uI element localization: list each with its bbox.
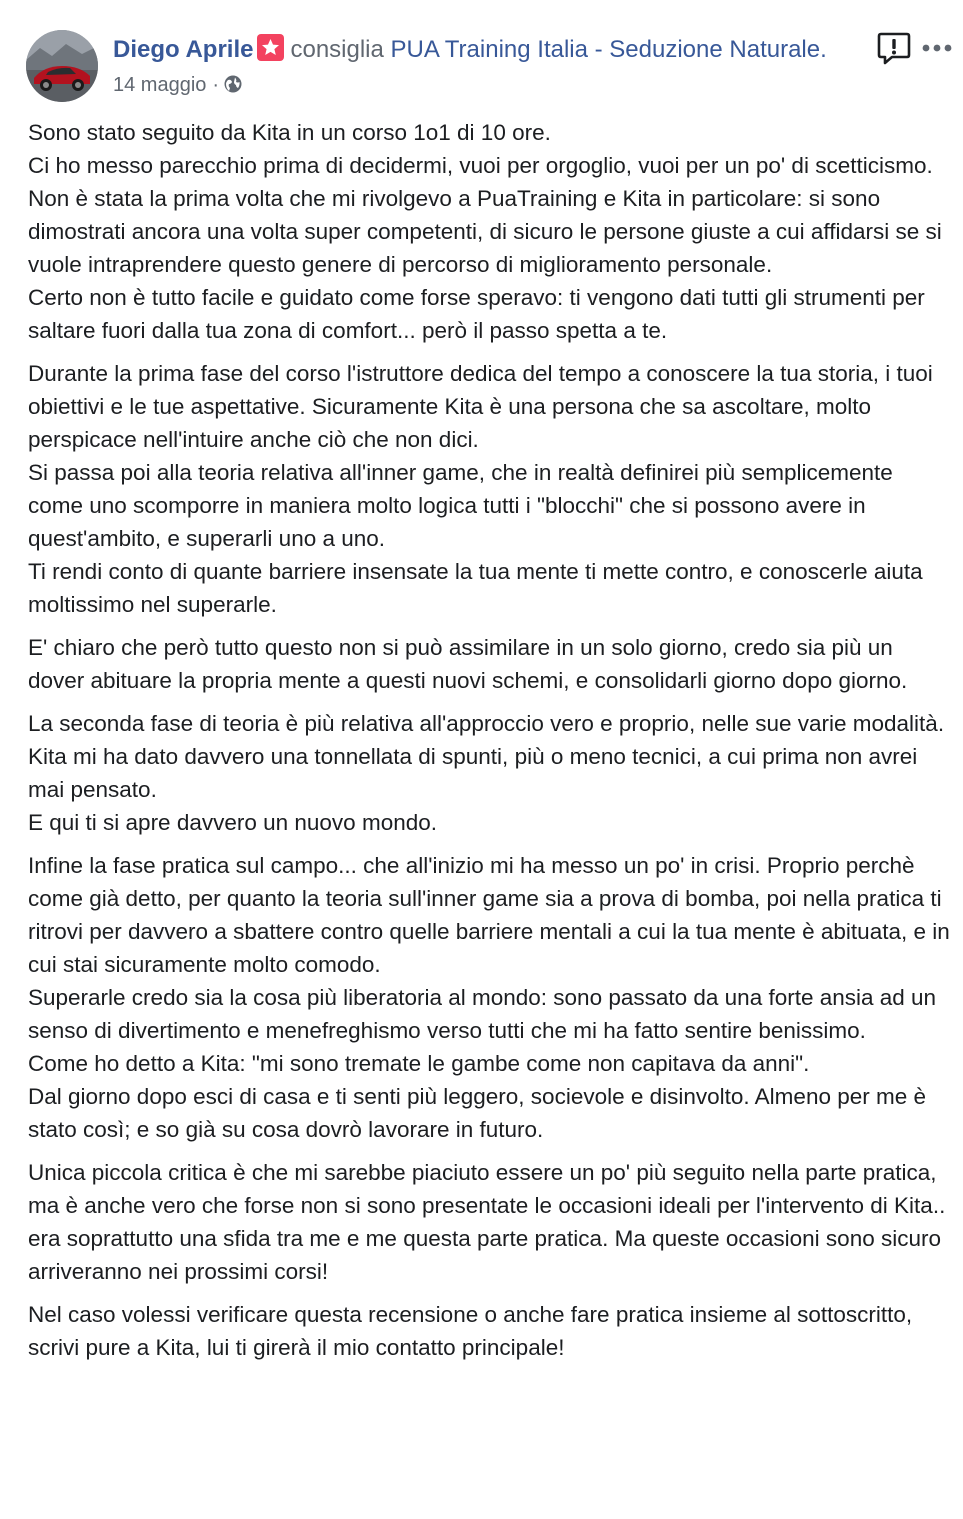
recommendation-verb: consiglia: [290, 36, 384, 63]
sports-car-avatar-icon: [26, 30, 98, 102]
avatar[interactable]: [26, 30, 98, 102]
post-paragraph: Infine la fase pratica sul campo... che all'inizio mi ha messo un po' in crisi. Proprio perchè come già detto, per quanto la teoria sull'inner game sia a prova di bomba, poi nella pratica ti ritrovi per davvero a sbattere contro quelle barriere mentali a cui la tua mente è abituata, e in cui stai sicuramente molto comodo. Superarle credo sia la cosa più liberatoria al mondo: sono passato da una forte ansia ad un senso di divertimento e menefreghismo verso tutti che mi ha fatto sentire benissimo. Come ho detto a Kita: "mi sono tremate le gambe come non capitava da anni". Dal giorno dopo esci di casa e ti senti più leggero, socievole e disinvolto. Almeno per me è stato così; e so già su cosa dovrò lavorare in futuro.: [28, 853, 950, 1142]
author-name[interactable]: Diego Aprile: [113, 36, 254, 63]
post-header: [0, 0, 963, 110]
post-paragraph: E' chiaro che però tutto questo non si può assimilare in un solo giorno, credo sia più un dover abituare la propria mente a questi nuovi schemi, e consolidarli giorno dopo giorno.: [28, 635, 908, 693]
globe-icon[interactable]: [223, 74, 243, 101]
post-body: [28, 116, 953, 1374]
post-meta: [113, 72, 243, 101]
report-icon[interactable]: [876, 30, 912, 66]
post-paragraph: Nel caso volessi verificare questa recensione o anche fare pratica insieme al sottoscritto, scrivi pure a Kita, lui ti girerà il mio contatto principale!: [28, 1302, 913, 1360]
post-paragraph: La seconda fase di teoria è più relativa all'approccio vero e proprio, nelle sue varie modalità. Kita mi ha dato davvero una tonnellata di spunti, più o meno tecnici, a cui prima non avrei mai pensato. E qui ti si apre davvero un nuovo mondo.: [28, 711, 945, 835]
meta-separator: ·: [212, 74, 220, 96]
recommended-page-link[interactable]: PUA Training Italia - Seduzione Naturale.: [390, 36, 827, 63]
more-options-icon[interactable]: [920, 36, 954, 60]
post-title-line: [113, 34, 827, 66]
post-date[interactable]: 14 maggio: [113, 74, 207, 96]
post-paragraph: Unica piccola critica è che mi sarebbe piaciuto essere un po' più seguito nella parte pratica, ma è anche vero che forse non si sono presentate le occasioni ideali per l'intervento di Kita.. era soprattutto una sfida tra me e me questa parte pratica. Ma queste occasioni sono sicuro arriveranno nei prossimi corsi!: [28, 1160, 946, 1284]
post-paragraph: Sono stato seguito da Kita in un corso 1o1 di 10 ore. Ci ho messo parecchio prima di decidermi, vuoi per orgoglio, vuoi per un po' di scetticismo. Non è stata la prima volta che mi rivolgevo a PuaTraining e Kita in particolare: si sono dimostrati ancora una volta super competenti, di sicuro le persone giuste a cui affidarsi se si vuole intraprendere questo genere di percorso di miglioramento personale. Certo non è tutto facile e guidato come forse speravo: ti vengono dati tutti gli strumenti per saltare fuori dalla tua zona di comfort... però il passo spetta a te.: [28, 120, 942, 343]
post-paragraph: Durante la prima fase del corso l'istruttore dedica del tempo a conoscere la tua storia, i tuoi obiettivi e le tue aspettative. Sicuramente Kita è una persona che sa ascoltare, molto perspicace nell'intuire anche ciò che non dici. Si passa poi alla teoria relativa all'inner game, che in realtà definirei più semplicemente come uno scomporre in maniera molto logica tutti i "blocchi" che si possono avere in quest'ambito, e superarli uno a uno. Ti rendi conto di quante barriere insensate la tua mente ti mette contro, e conoscerle aiuta moltissimo nel superarle.: [28, 361, 933, 617]
recommend-badge-icon: [257, 34, 284, 61]
